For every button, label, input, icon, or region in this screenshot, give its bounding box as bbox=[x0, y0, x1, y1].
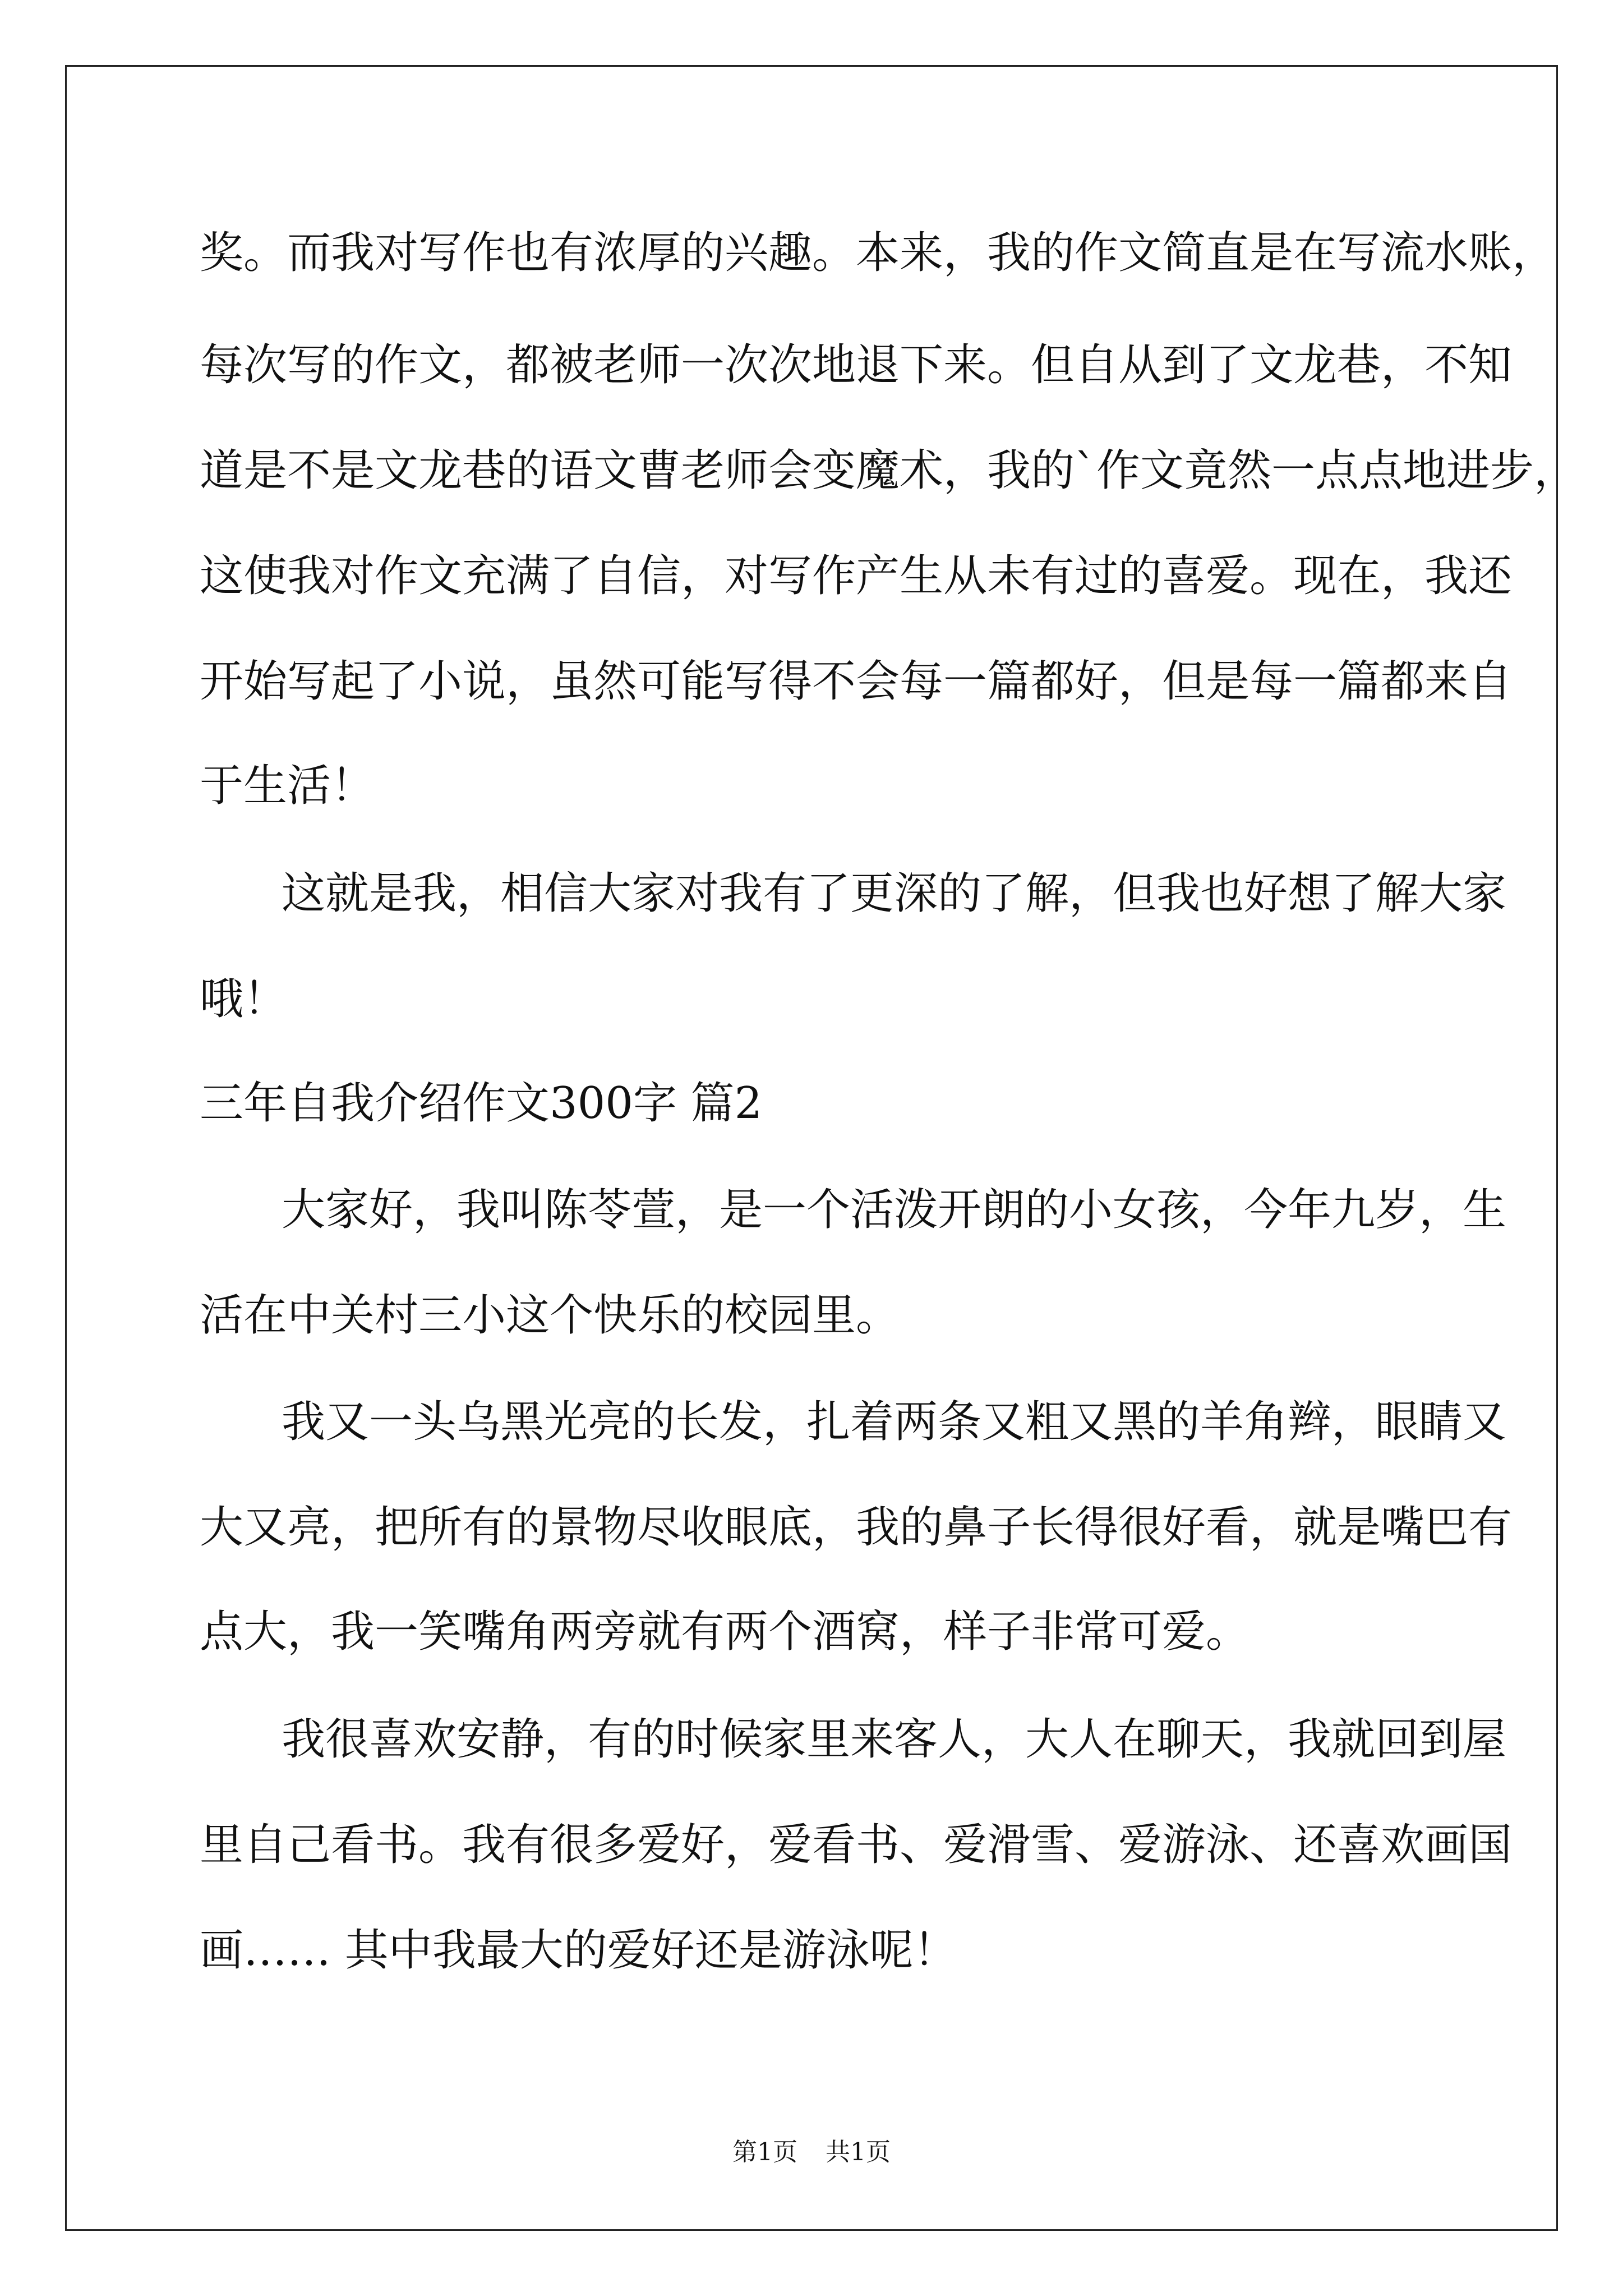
page-footer bbox=[0, 2132, 1623, 2168]
paragraph-line: 大又亮，把所有的景物尽收眼底，我的鼻子长得很好看，就是嘴巴有 bbox=[200, 1502, 1513, 1553]
paragraph-line: 每次写的作文，都被老师一次次地退下来。但自从到了文龙巷，不知 bbox=[200, 340, 1513, 390]
paragraph-line: 这就是我，相信大家对我有了更深的了解，但我也好想了解大家 bbox=[282, 868, 1507, 919]
page-total: 共1页 bbox=[826, 2138, 891, 2166]
paragraph-line: 开始写起了小说，虽然可能写得不会每一篇都好，但是每一篇都来自 bbox=[200, 656, 1513, 707]
paragraph-line: 我又一头乌黑光亮的长发，扎着两条又粗又黑的羊角辫，眼睛又 bbox=[282, 1397, 1507, 1447]
paragraph-line: 画…… 其中我最大的爱好还是游泳呢！ bbox=[200, 1925, 957, 1976]
paragraph-line: 道是不是文龙巷的语文曹老师会变魔术，我的`作文竟然一点点地进步， bbox=[200, 445, 1578, 496]
paragraph-line: 点大，我一笑嘴角两旁就有两个酒窝，样子非常可爱。 bbox=[200, 1607, 1250, 1657]
section-heading: 三年自我介绍作文300字 篇2 bbox=[200, 1078, 763, 1129]
paragraph-line: 活在中关村三小这个快乐的校园里。 bbox=[200, 1290, 900, 1341]
paragraph-line: 我很喜欢安静，有的时候家里来客人，大人在聊天，我就回到屋 bbox=[282, 1714, 1507, 1765]
paragraph-line: 大家好，我叫陈苓萱，是一个活泼开朗的小女孩，今年九岁，生 bbox=[282, 1185, 1507, 1235]
paragraph-line: 里自己看书。我有很多爱好，爱看书、爱滑雪、爱游泳、还喜欢画国 bbox=[200, 1820, 1513, 1870]
paragraph-line: 哦！ bbox=[200, 974, 288, 1024]
paragraph-line: 奖。而我对写作也有浓厚的兴趣。本来，我的作文简直是在写流水账， bbox=[200, 228, 1556, 278]
page-number: 第1页 bbox=[732, 2138, 797, 2166]
paragraph-line: 这使我对作文充满了自信，对写作产生从未有过的喜爱。现在，我还 bbox=[200, 551, 1513, 601]
paragraph-line: 于生活！ bbox=[200, 761, 375, 811]
